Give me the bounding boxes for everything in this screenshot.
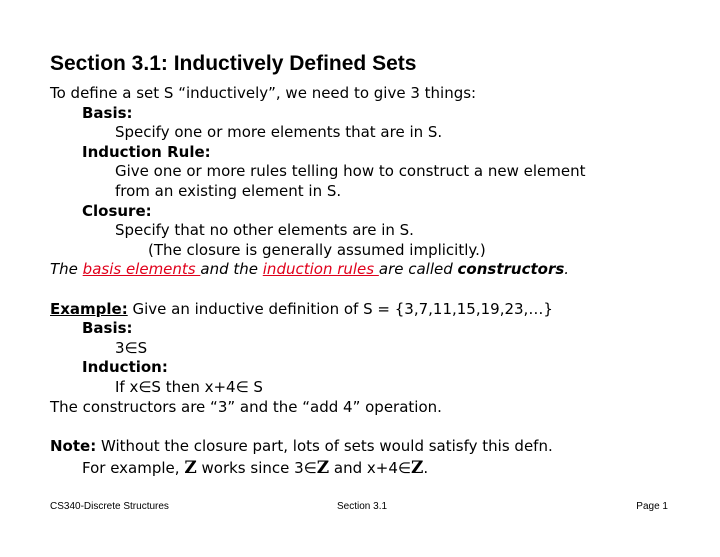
basis-heading: Basis: — [82, 103, 133, 122]
basis-text: Specify one or more elements that are in S. — [115, 123, 443, 142]
note-example-text-1: For example, — [82, 459, 185, 478]
integers-symbol: Z — [410, 458, 424, 479]
note-line — [50, 437, 700, 457]
note-example-text-4: . — [423, 459, 429, 478]
example-summary: The constructors are “3” and the “add 4” operation. — [50, 397, 442, 416]
example-label: Example: — [50, 299, 128, 318]
footer-section: Section 3.1 — [337, 501, 388, 512]
integers-symbol: Z — [316, 458, 330, 479]
integers-symbol: Z — [184, 458, 197, 479]
spacer — [50, 417, 700, 437]
note-example-text-3: and x+4∈ — [329, 459, 411, 478]
note-label: Note: — [50, 436, 97, 455]
induction-rule-heading: Induction Rule: — [82, 142, 211, 161]
footer-page-number: Page 1 — [636, 501, 668, 512]
spacer — [50, 280, 700, 300]
closure-note: (The closure is generally assumed implicitly.) — [148, 240, 486, 259]
slide-title: Section 3.1: Inductively Defined Sets — [50, 52, 417, 75]
induction-rule-text-2: from an existing element in S. — [115, 181, 342, 200]
example-basis-heading: Basis: — [82, 319, 133, 338]
constructors-text-3: are called — [378, 260, 458, 279]
note-example-text-2: works since 3∈ — [196, 459, 317, 478]
constructors-text-1: The — [50, 260, 83, 279]
note-text: Without the closure part, lots of sets would satisfy this defn. — [96, 436, 553, 455]
example-induction-text: If x∈S then x+4∈ S — [115, 377, 263, 396]
example-text: Give an inductive definition of S = {3,7,11,15,19,23,…} — [127, 299, 553, 318]
basis-elements-link[interactable]: basis elements — [82, 260, 201, 279]
footer-course: CS340-Discrete Structures — [50, 501, 169, 512]
constructors-text-2: and the — [200, 260, 263, 279]
slide-body — [50, 84, 700, 479]
constructors-text-4: . — [564, 260, 570, 279]
constructors-line — [50, 260, 700, 280]
intro-line: To define a set S “inductively”, we need to give 3 things: — [50, 84, 477, 102]
note-example-line — [50, 459, 700, 479]
induction-rules-link[interactable]: induction rules — [262, 260, 379, 279]
constructors-term: constructors — [457, 260, 565, 279]
example-basis-text: 3∈S — [115, 338, 148, 357]
induction-rule-text-1: Give one or more rules telling how to construct a new element — [115, 162, 586, 181]
example-induction-heading: Induction: — [82, 358, 168, 377]
closure-heading: Closure: — [82, 201, 152, 220]
closure-text: Specify that no other elements are in S. — [115, 221, 414, 240]
example-line — [50, 300, 700, 320]
